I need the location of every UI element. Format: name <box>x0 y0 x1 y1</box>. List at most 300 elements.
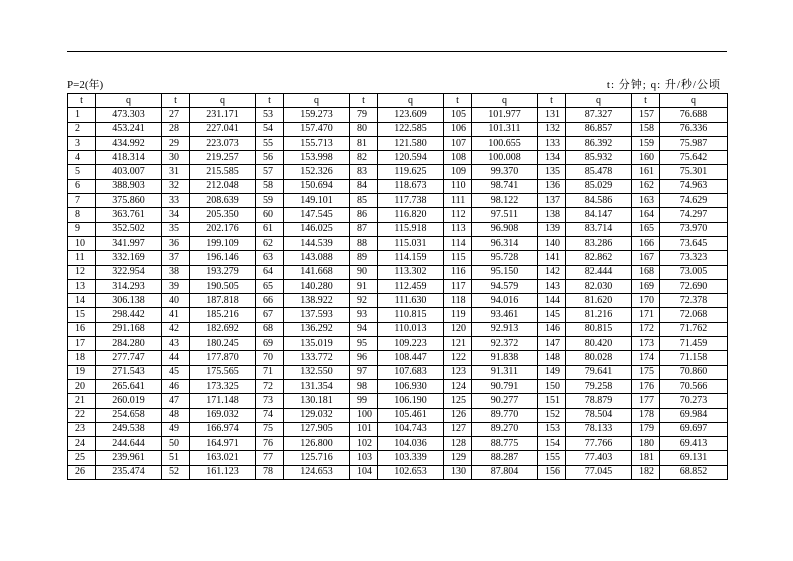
cell-t: 53 <box>256 108 284 122</box>
cell-t: 153 <box>538 422 566 436</box>
cell-q: 124.653 <box>284 465 350 479</box>
cell-t: 126 <box>444 408 472 422</box>
cell-q: 75.987 <box>660 136 728 150</box>
cell-q: 80.420 <box>566 337 632 351</box>
cell-q: 110.013 <box>378 322 444 336</box>
cell-t: 78 <box>256 465 284 479</box>
cell-t: 17 <box>68 337 96 351</box>
cell-t: 31 <box>162 165 190 179</box>
rainfall-intensity-table <box>67 93 728 480</box>
cell-q: 77.045 <box>566 465 632 479</box>
cell-t: 26 <box>68 465 96 479</box>
cell-q: 153.998 <box>284 151 350 165</box>
cell-t: 117 <box>444 279 472 293</box>
cell-q: 88.775 <box>472 437 538 451</box>
cell-t: 102 <box>350 437 378 451</box>
cell-q: 102.653 <box>378 465 444 479</box>
cell-t: 160 <box>632 151 660 165</box>
cell-q: 175.565 <box>190 365 256 379</box>
header-t: t <box>444 94 472 108</box>
cell-t: 171 <box>632 308 660 322</box>
cell-q: 193.279 <box>190 265 256 279</box>
cell-q: 114.159 <box>378 251 444 265</box>
header-t: t <box>162 94 190 108</box>
table-row <box>68 294 728 308</box>
cell-t: 66 <box>256 294 284 308</box>
cell-q: 137.593 <box>284 308 350 322</box>
cell-t: 63 <box>256 251 284 265</box>
cell-t: 145 <box>538 308 566 322</box>
cell-q: 92.372 <box>472 337 538 351</box>
cell-q: 69.413 <box>660 437 728 451</box>
cell-q: 169.032 <box>190 408 256 422</box>
cell-q: 122.585 <box>378 122 444 136</box>
cell-q: 89.770 <box>472 408 538 422</box>
cell-t: 148 <box>538 351 566 365</box>
cell-q: 235.474 <box>96 465 162 479</box>
cell-t: 33 <box>162 194 190 208</box>
cell-q: 375.860 <box>96 194 162 208</box>
header-t: t <box>68 94 96 108</box>
cell-t: 105 <box>444 108 472 122</box>
cell-q: 92.913 <box>472 322 538 336</box>
cell-t: 30 <box>162 151 190 165</box>
cell-q: 314.293 <box>96 279 162 293</box>
cell-q: 127.905 <box>284 422 350 436</box>
cell-t: 151 <box>538 394 566 408</box>
cell-t: 122 <box>444 351 472 365</box>
cell-t: 116 <box>444 265 472 279</box>
cell-q: 121.580 <box>378 136 444 150</box>
cell-q: 83.286 <box>566 236 632 250</box>
cell-q: 91.311 <box>472 365 538 379</box>
cell-q: 271.543 <box>96 365 162 379</box>
cell-q: 86.857 <box>566 122 632 136</box>
cell-t: 119 <box>444 308 472 322</box>
cell-q: 363.761 <box>96 208 162 222</box>
cell-q: 157.470 <box>284 122 350 136</box>
table-row <box>68 351 728 365</box>
cell-t: 11 <box>68 251 96 265</box>
cell-q: 70.273 <box>660 394 728 408</box>
cell-t: 25 <box>68 451 96 465</box>
cell-t: 55 <box>256 136 284 150</box>
cell-q: 90.277 <box>472 394 538 408</box>
cell-q: 434.992 <box>96 136 162 150</box>
table-row <box>68 251 728 265</box>
cell-q: 298.442 <box>96 308 162 322</box>
cell-q: 117.738 <box>378 194 444 208</box>
cell-q: 140.280 <box>284 279 350 293</box>
cell-t: 115 <box>444 251 472 265</box>
cell-q: 306.138 <box>96 294 162 308</box>
table-row <box>68 422 728 436</box>
cell-t: 7 <box>68 194 96 208</box>
cell-t: 89 <box>350 251 378 265</box>
cell-t: 28 <box>162 122 190 136</box>
cell-t: 107 <box>444 136 472 150</box>
cell-q: 75.301 <box>660 165 728 179</box>
cell-q: 119.625 <box>378 165 444 179</box>
header-q: q <box>378 94 444 108</box>
cell-t: 157 <box>632 108 660 122</box>
cell-q: 106.190 <box>378 394 444 408</box>
cell-q: 74.963 <box>660 179 728 193</box>
cell-t: 104 <box>350 465 378 479</box>
cell-q: 106.930 <box>378 379 444 393</box>
cell-t: 29 <box>162 136 190 150</box>
cell-q: 108.447 <box>378 351 444 365</box>
table-row <box>68 279 728 293</box>
cell-t: 182 <box>632 465 660 479</box>
cell-q: 132.550 <box>284 365 350 379</box>
cell-t: 50 <box>162 437 190 451</box>
cell-t: 162 <box>632 179 660 193</box>
cell-q: 163.021 <box>190 451 256 465</box>
cell-t: 67 <box>256 308 284 322</box>
cell-t: 93 <box>350 308 378 322</box>
table-row <box>68 394 728 408</box>
cell-t: 132 <box>538 122 566 136</box>
cell-q: 89.270 <box>472 422 538 436</box>
cell-q: 82.862 <box>566 251 632 265</box>
cell-t: 9 <box>68 222 96 236</box>
cell-t: 136 <box>538 179 566 193</box>
cell-q: 212.048 <box>190 179 256 193</box>
cell-t: 5 <box>68 165 96 179</box>
cell-t: 59 <box>256 194 284 208</box>
header-q: q <box>566 94 632 108</box>
table-row <box>68 151 728 165</box>
cell-t: 87 <box>350 222 378 236</box>
cell-q: 73.323 <box>660 251 728 265</box>
table-header-row <box>68 94 728 108</box>
cell-q: 254.658 <box>96 408 162 422</box>
cell-q: 112.459 <box>378 279 444 293</box>
cell-q: 94.579 <box>472 279 538 293</box>
table-row <box>68 208 728 222</box>
cell-t: 43 <box>162 337 190 351</box>
cell-q: 180.245 <box>190 337 256 351</box>
cell-q: 418.314 <box>96 151 162 165</box>
cell-t: 180 <box>632 437 660 451</box>
cell-t: 125 <box>444 394 472 408</box>
cell-q: 187.818 <box>190 294 256 308</box>
cell-t: 173 <box>632 337 660 351</box>
cell-t: 64 <box>256 265 284 279</box>
header-t: t <box>256 94 284 108</box>
cell-q: 95.728 <box>472 251 538 265</box>
cell-q: 104.743 <box>378 422 444 436</box>
table-row <box>68 408 728 422</box>
cell-q: 291.168 <box>96 322 162 336</box>
cell-q: 80.815 <box>566 322 632 336</box>
cell-q: 91.838 <box>472 351 538 365</box>
header-t: t <box>538 94 566 108</box>
cell-q: 78.504 <box>566 408 632 422</box>
cell-t: 85 <box>350 194 378 208</box>
cell-t: 24 <box>68 437 96 451</box>
cell-t: 32 <box>162 179 190 193</box>
cell-t: 134 <box>538 151 566 165</box>
cell-t: 146 <box>538 322 566 336</box>
cell-t: 13 <box>68 279 96 293</box>
cell-q: 70.860 <box>660 365 728 379</box>
cell-q: 352.502 <box>96 222 162 236</box>
cell-t: 135 <box>538 165 566 179</box>
cell-t: 74 <box>256 408 284 422</box>
cell-t: 118 <box>444 294 472 308</box>
cell-q: 85.478 <box>566 165 632 179</box>
cell-q: 69.131 <box>660 451 728 465</box>
cell-t: 131 <box>538 108 566 122</box>
cell-t: 177 <box>632 394 660 408</box>
cell-t: 174 <box>632 351 660 365</box>
cell-q: 86.392 <box>566 136 632 150</box>
cell-q: 71.459 <box>660 337 728 351</box>
cell-t: 168 <box>632 265 660 279</box>
table-row <box>68 465 728 479</box>
cell-q: 85.932 <box>566 151 632 165</box>
cell-q: 70.566 <box>660 379 728 393</box>
cell-q: 78.133 <box>566 422 632 436</box>
cell-q: 94.016 <box>472 294 538 308</box>
cell-t: 61 <box>256 222 284 236</box>
cell-q: 111.630 <box>378 294 444 308</box>
cell-q: 129.032 <box>284 408 350 422</box>
table-row <box>68 337 728 351</box>
header-q: q <box>190 94 256 108</box>
cell-t: 112 <box>444 208 472 222</box>
cell-t: 60 <box>256 208 284 222</box>
cell-q: 82.444 <box>566 265 632 279</box>
cell-t: 103 <box>350 451 378 465</box>
cell-q: 144.539 <box>284 236 350 250</box>
table-row <box>68 236 728 250</box>
cell-q: 130.181 <box>284 394 350 408</box>
cell-q: 74.629 <box>660 194 728 208</box>
cell-t: 170 <box>632 294 660 308</box>
cell-q: 115.031 <box>378 236 444 250</box>
cell-t: 15 <box>68 308 96 322</box>
cell-t: 71 <box>256 365 284 379</box>
cell-t: 40 <box>162 294 190 308</box>
cell-t: 88 <box>350 236 378 250</box>
table-row <box>68 108 728 122</box>
cell-t: 124 <box>444 379 472 393</box>
cell-t: 137 <box>538 194 566 208</box>
cell-t: 12 <box>68 265 96 279</box>
cell-q: 79.641 <box>566 365 632 379</box>
cell-q: 76.688 <box>660 108 728 122</box>
cell-t: 109 <box>444 165 472 179</box>
table-row <box>68 265 728 279</box>
cell-q: 388.903 <box>96 179 162 193</box>
cell-t: 152 <box>538 408 566 422</box>
cell-t: 108 <box>444 151 472 165</box>
cell-q: 69.697 <box>660 422 728 436</box>
cell-q: 155.713 <box>284 136 350 150</box>
cell-q: 215.585 <box>190 165 256 179</box>
cell-q: 87.804 <box>472 465 538 479</box>
cell-q: 190.505 <box>190 279 256 293</box>
cell-q: 120.594 <box>378 151 444 165</box>
cell-q: 116.820 <box>378 208 444 222</box>
cell-q: 99.370 <box>472 165 538 179</box>
cell-q: 118.673 <box>378 179 444 193</box>
cell-q: 75.642 <box>660 151 728 165</box>
cell-q: 96.908 <box>472 222 538 236</box>
cell-t: 86 <box>350 208 378 222</box>
cell-t: 14 <box>68 294 96 308</box>
cell-t: 164 <box>632 208 660 222</box>
cell-q: 78.879 <box>566 394 632 408</box>
cell-q: 249.538 <box>96 422 162 436</box>
cell-t: 73 <box>256 394 284 408</box>
cell-t: 179 <box>632 422 660 436</box>
cell-q: 159.273 <box>284 108 350 122</box>
header-t: t <box>350 94 378 108</box>
cell-q: 110.815 <box>378 308 444 322</box>
cell-t: 111 <box>444 194 472 208</box>
cell-t: 94 <box>350 322 378 336</box>
cell-q: 322.954 <box>96 265 162 279</box>
cell-t: 44 <box>162 351 190 365</box>
cell-t: 35 <box>162 222 190 236</box>
cell-q: 265.641 <box>96 379 162 393</box>
cell-q: 84.586 <box>566 194 632 208</box>
cell-q: 77.403 <box>566 451 632 465</box>
cell-q: 284.280 <box>96 337 162 351</box>
cell-t: 166 <box>632 236 660 250</box>
cell-t: 100 <box>350 408 378 422</box>
cell-t: 127 <box>444 422 472 436</box>
cell-q: 152.326 <box>284 165 350 179</box>
cell-q: 85.029 <box>566 179 632 193</box>
cell-t: 98 <box>350 379 378 393</box>
cell-t: 163 <box>632 194 660 208</box>
cell-t: 20 <box>68 379 96 393</box>
cell-q: 103.339 <box>378 451 444 465</box>
cell-q: 71.158 <box>660 351 728 365</box>
cell-t: 91 <box>350 279 378 293</box>
cell-t: 140 <box>538 236 566 250</box>
cell-t: 21 <box>68 394 96 408</box>
cell-t: 159 <box>632 136 660 150</box>
cell-q: 149.101 <box>284 194 350 208</box>
cell-t: 72 <box>256 379 284 393</box>
cell-t: 70 <box>256 351 284 365</box>
header-q: q <box>660 94 728 108</box>
cell-t: 41 <box>162 308 190 322</box>
cell-q: 107.683 <box>378 365 444 379</box>
cell-t: 82 <box>350 151 378 165</box>
table-row <box>68 165 728 179</box>
cell-q: 208.639 <box>190 194 256 208</box>
cell-q: 126.800 <box>284 437 350 451</box>
cell-q: 77.766 <box>566 437 632 451</box>
cell-t: 10 <box>68 236 96 250</box>
cell-t: 165 <box>632 222 660 236</box>
cell-q: 147.545 <box>284 208 350 222</box>
cell-q: 453.241 <box>96 122 162 136</box>
cell-q: 71.762 <box>660 322 728 336</box>
cell-t: 79 <box>350 108 378 122</box>
cell-t: 167 <box>632 251 660 265</box>
cell-q: 173.325 <box>190 379 256 393</box>
cell-t: 81 <box>350 136 378 150</box>
cell-t: 42 <box>162 322 190 336</box>
cell-q: 73.645 <box>660 236 728 250</box>
cell-t: 19 <box>68 365 96 379</box>
cell-t: 133 <box>538 136 566 150</box>
cell-q: 164.971 <box>190 437 256 451</box>
cell-t: 34 <box>162 208 190 222</box>
cell-t: 47 <box>162 394 190 408</box>
cell-t: 75 <box>256 422 284 436</box>
cell-t: 69 <box>256 337 284 351</box>
cell-t: 142 <box>538 265 566 279</box>
cell-q: 96.314 <box>472 236 538 250</box>
cell-q: 141.668 <box>284 265 350 279</box>
cell-t: 57 <box>256 165 284 179</box>
cell-t: 96 <box>350 351 378 365</box>
cell-q: 69.984 <box>660 408 728 422</box>
cell-t: 141 <box>538 251 566 265</box>
cell-t: 92 <box>350 294 378 308</box>
cell-q: 239.961 <box>96 451 162 465</box>
cell-t: 128 <box>444 437 472 451</box>
cell-t: 175 <box>632 365 660 379</box>
cell-q: 72.068 <box>660 308 728 322</box>
table-row <box>68 194 728 208</box>
cell-q: 403.007 <box>96 165 162 179</box>
cell-t: 172 <box>632 322 660 336</box>
cell-q: 98.741 <box>472 179 538 193</box>
cell-q: 182.692 <box>190 322 256 336</box>
cell-q: 81.620 <box>566 294 632 308</box>
cell-q: 72.378 <box>660 294 728 308</box>
cell-q: 219.257 <box>190 151 256 165</box>
cell-t: 49 <box>162 422 190 436</box>
table-row <box>68 136 728 150</box>
table-row <box>68 222 728 236</box>
cell-q: 115.918 <box>378 222 444 236</box>
cell-q: 101.977 <box>472 108 538 122</box>
cell-t: 80 <box>350 122 378 136</box>
cell-q: 205.350 <box>190 208 256 222</box>
cell-q: 135.019 <box>284 337 350 351</box>
cell-t: 46 <box>162 379 190 393</box>
cell-q: 80.028 <box>566 351 632 365</box>
table-row <box>68 365 728 379</box>
cell-q: 90.791 <box>472 379 538 393</box>
cell-t: 3 <box>68 136 96 150</box>
cell-t: 76 <box>256 437 284 451</box>
cell-t: 4 <box>68 151 96 165</box>
cell-q: 185.216 <box>190 308 256 322</box>
cell-q: 101.311 <box>472 122 538 136</box>
cell-q: 223.073 <box>190 136 256 150</box>
cell-t: 65 <box>256 279 284 293</box>
cell-q: 81.216 <box>566 308 632 322</box>
cell-t: 99 <box>350 394 378 408</box>
cell-t: 143 <box>538 279 566 293</box>
cell-t: 84 <box>350 179 378 193</box>
table-row <box>68 122 728 136</box>
cell-t: 16 <box>68 322 96 336</box>
cell-q: 202.176 <box>190 222 256 236</box>
